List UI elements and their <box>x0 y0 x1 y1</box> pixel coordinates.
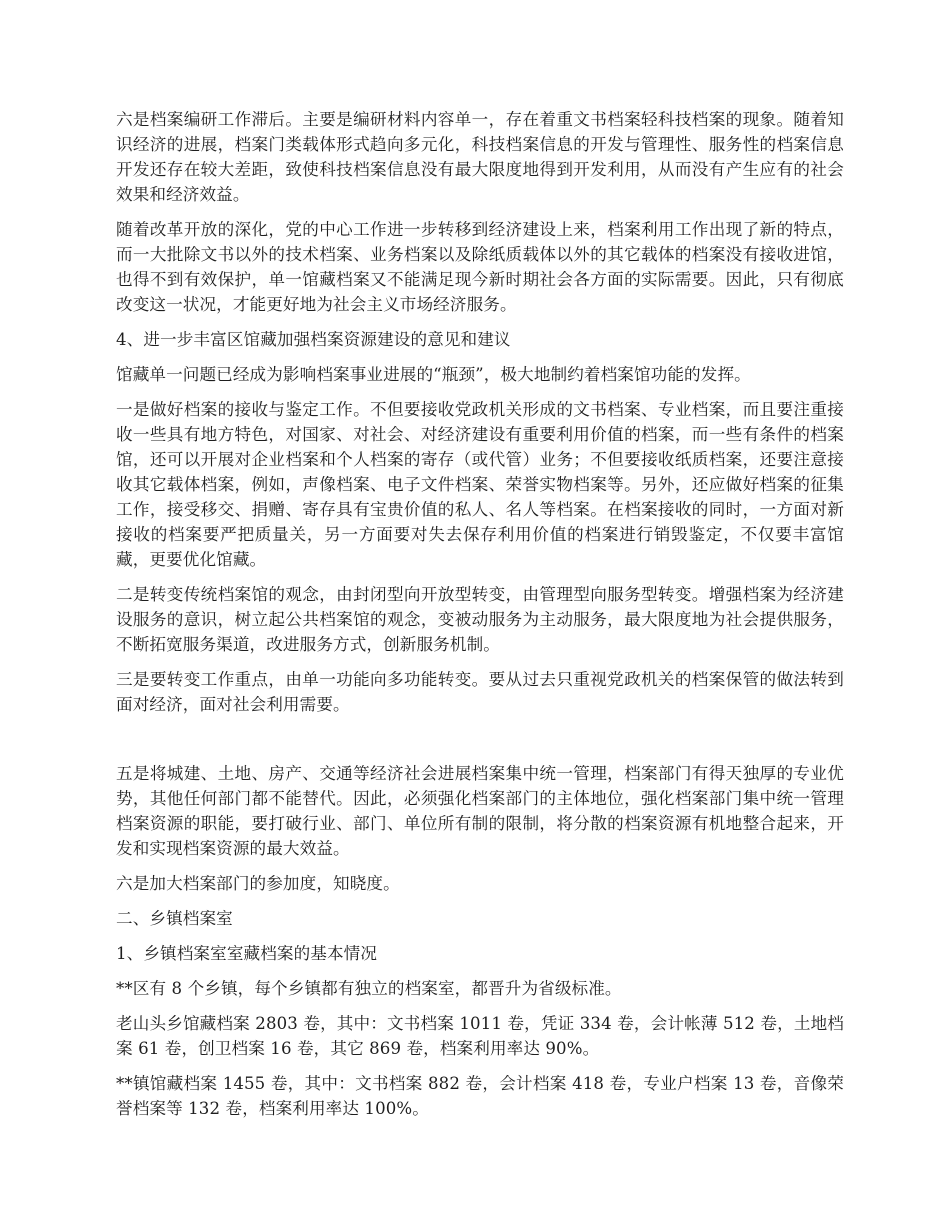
subsection-heading-basic-situation: 1、乡镇档案室室藏档案的基本情况 <box>116 944 378 963</box>
blank-gap <box>116 727 844 761</box>
paragraph-point-two: 二是转变传统档案馆的观念，由封闭型向开放型转变，由管理型向服务型转变。增强档案为经济建设服务的意识，树立起公共档案馆的观念，变被动服务为主动服务，最大限度地为社会提供服务，不断拓宽服务渠道，改进服务方式，创新服务机制。 <box>116 585 844 654</box>
section-heading-township-archives: 二、乡镇档案室 <box>116 909 233 928</box>
paragraph-reform-context: 随着改革开放的深化，党的中心工作进一步转移到经济建设上来，档案利用工作出现了新的特点，而一大批除文书以外的技术档案、业务档案以及除纸质载体以外的其它载体的档案没有接收进馆，也得不到有效保护，单一馆藏档案又不能满足现今新时期社会各方面的实际需要。因此，只有彻底改变这一状况，才能更好地为社会主义市场经济服务。 <box>116 220 844 314</box>
section-heading-suggestions: 4、进一步丰富区馆藏加强档案资源建设的意见和建议 <box>116 330 511 349</box>
paragraph-archive-compilation-lag: 六是档案编研工作滞后。主要是编研材料内容单一，存在着重文书档案轻科技档案的现象。随着知识经济的进展，档案门类载体形式趋向多元化，科技档案信息的开发与管理性、服务性的档案信息开发还存在较大差距，致使科技档案信息没有最大限度地得到开发利用，从而没有产生应有的社会效果和经济效益。 <box>116 110 844 204</box>
paragraph-laoshantou-stats: 老山头乡馆藏档案 2803 卷，其中：文书档案 1011 卷，凭证 334 卷，会计帐薄 512 卷，土地档案 61 卷，创卫档案 16 卷，其它 869 卷，档案利用率达 90%。 <box>116 1014 844 1058</box>
paragraph-town-stats: **镇馆藏档案 1455 卷，其中：文书档案 882 卷，会计档案 418 卷，专业户档案 13 卷，音像荣誉档案等 132 卷，档案利用率达 100%。 <box>116 1074 844 1118</box>
paragraph-point-one: 一是做好档案的接收与鉴定工作。不但要接收党政机关形成的文书档案、专业档案，而且要注重接收一些具有地方特色，对国家、对社会、对经济建设有重要利用价值的档案，而一些有条件的档案馆，还可以开展对企业档案和个人档案的寄存（或代管）业务；不但要接收纸质档案，还要注意接收其它载体档案，例如，声像档案、电子文件档案、荣誉实物档案等。另外，还应做好档案的征集工作，接受移交、捐赠、寄存具有宝贵价值的私人、名人等档案。在档案接收的同时，一方面对新接收的档案要严把质量关，另一方面要对失去保存利用价值的档案进行销毁鉴定，不仅要丰富馆藏，更要优化馆藏。 <box>116 400 844 569</box>
document-page <box>116 107 844 1131</box>
paragraph-point-six: 六是加大档案部门的参加度，知晓度。 <box>116 874 400 893</box>
paragraph-point-five: 五是将城建、土地、房产、交通等经济社会进展档案集中统一管理，档案部门有得天独厚的专业优势，其他任何部门都不能替代。因此，必须强化档案部门的主体地位，强化档案部门集中统一管理档案资源的职能，要打破行业、部门、单位所有制的限制，将分散的档案资源有机地整合起来，开发和实现档案资源的最大效益。 <box>116 764 844 858</box>
paragraph-bottleneck: 馆藏单一问题已经成为影响档案事业进展的“瓶颈”，极大地制约着档案馆功能的发挥。 <box>116 365 751 384</box>
paragraph-township-count: **区有 8 个乡镇，每个乡镇都有独立的档案室，都晋升为省级标准。 <box>116 979 622 998</box>
paragraph-point-three: 三是要转变工作重点，由单一功能向多功能转变。要从过去只重视党政机关的档案保管的做法转到面对经济，面对社会利用需要。 <box>116 670 844 714</box>
